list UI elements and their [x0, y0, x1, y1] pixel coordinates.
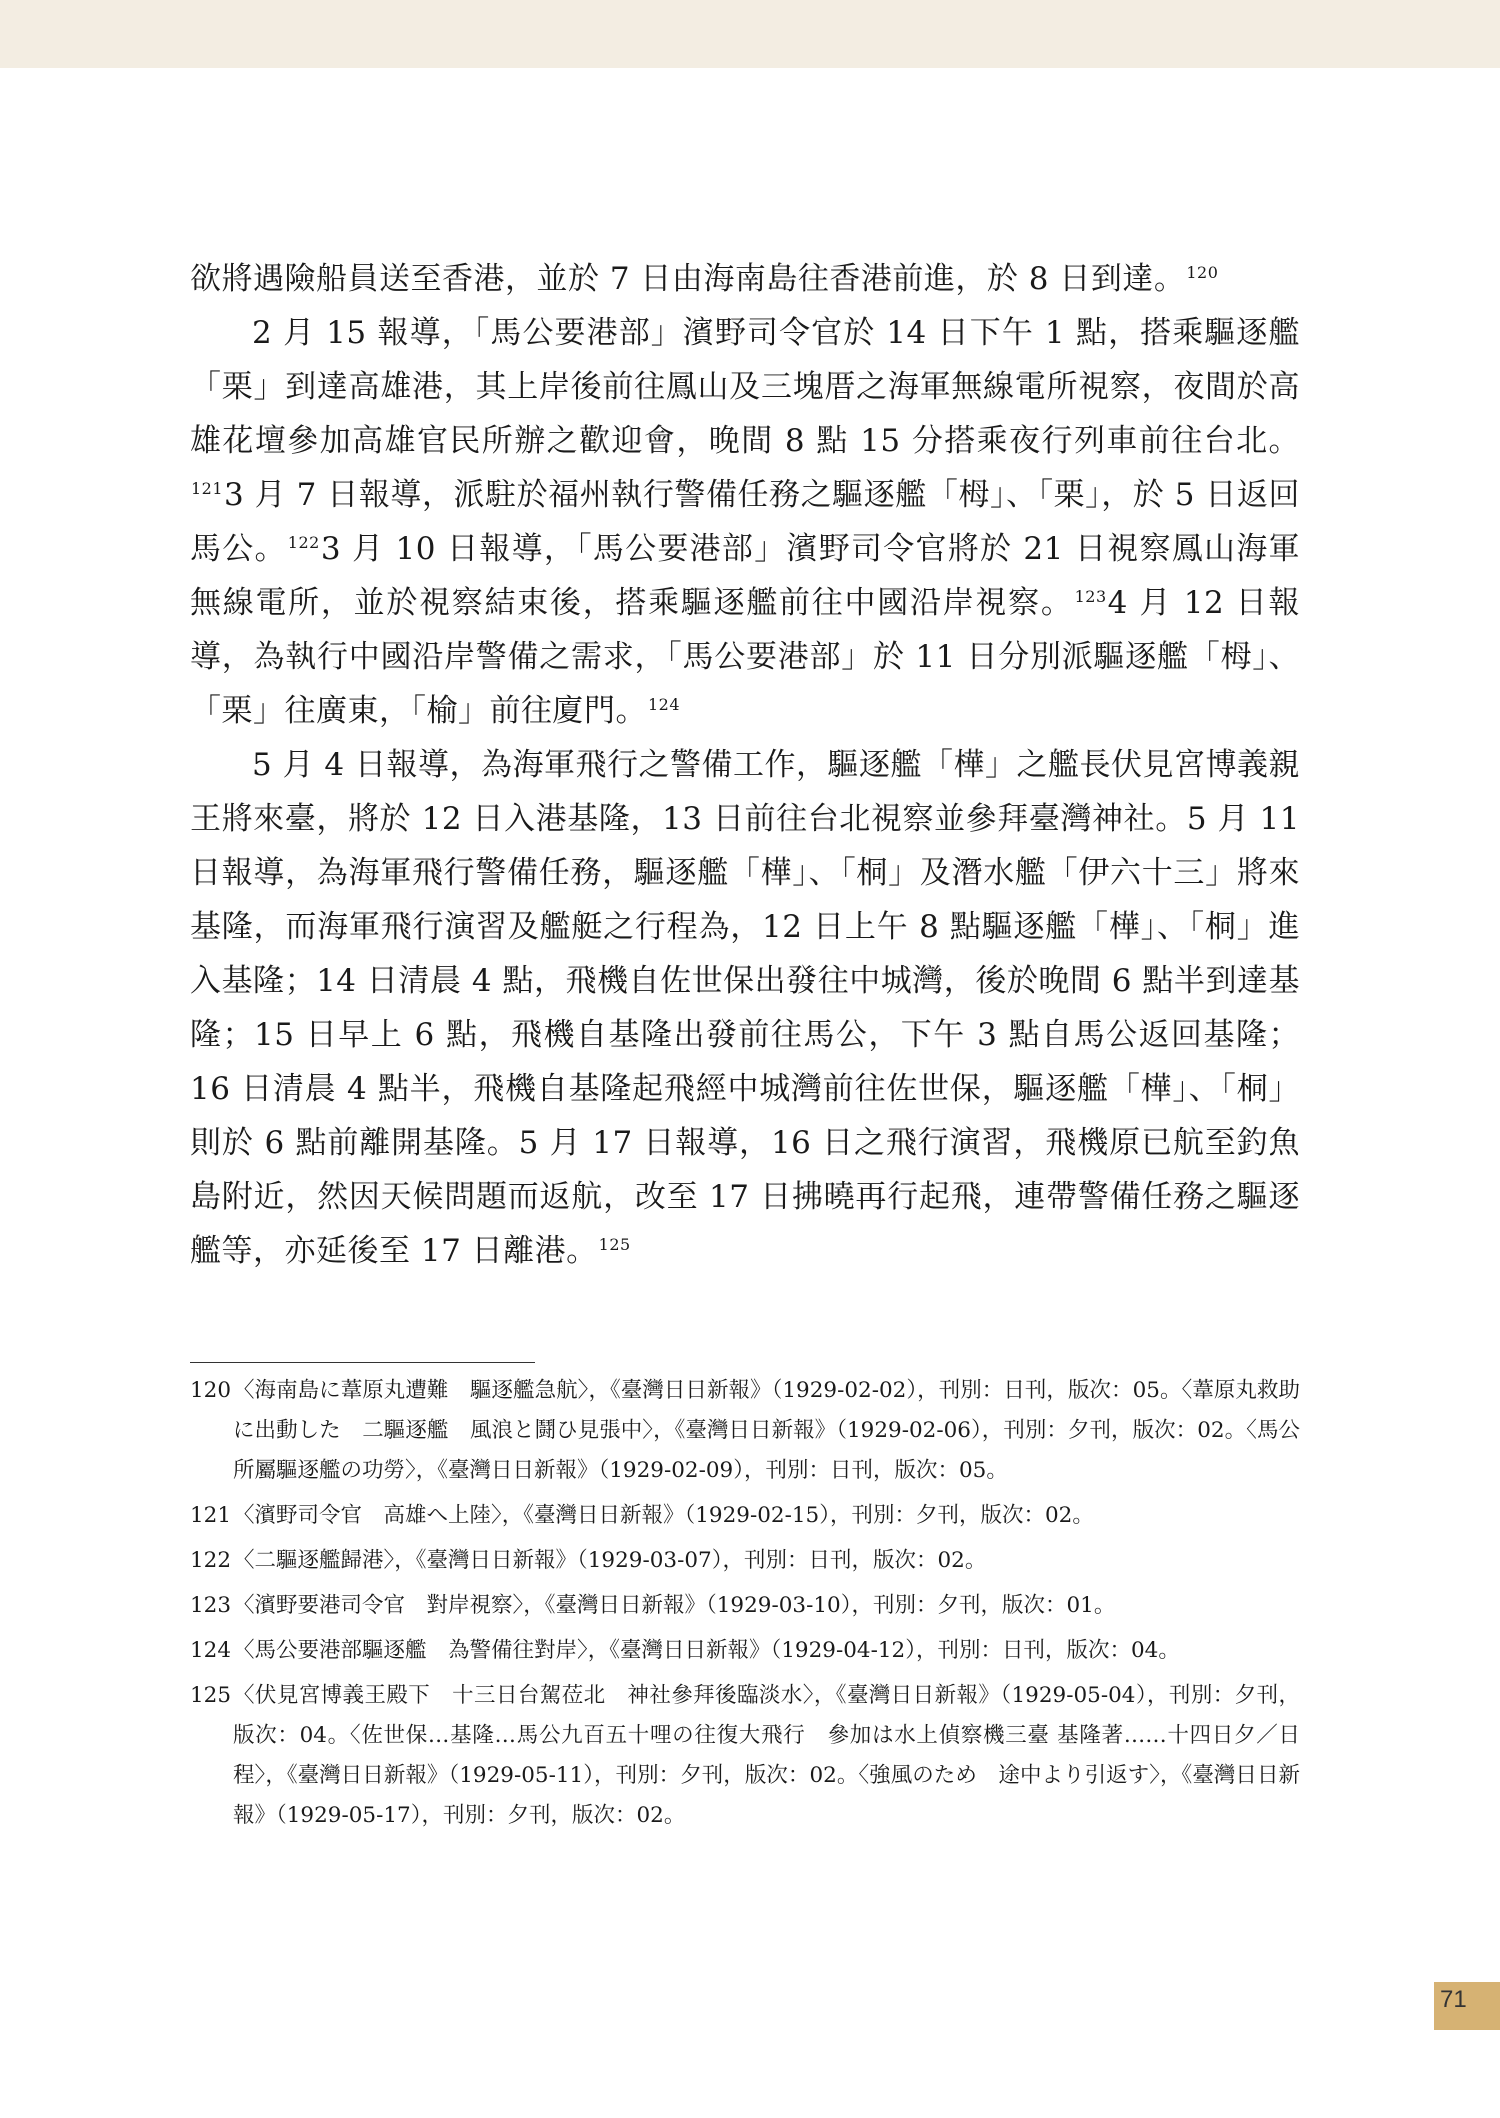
footnote-ref-120[interactable]: 120	[1186, 263, 1219, 282]
footnote-122	[190, 1541, 1300, 1581]
footnote-number: 123	[190, 1593, 232, 1618]
footnote-ref-122[interactable]: 122	[287, 533, 320, 552]
footnote-ref-124[interactable]: 124	[648, 695, 681, 714]
footnote-divider	[190, 1362, 535, 1363]
footnote-text: 〈濱野司令官 高雄へ上陸〉，《臺灣日日新報》（1929-02-15），刊別：夕刊，版次：02。	[233, 1503, 1094, 1528]
paragraph-text: 2 月 15 報導，「馬公要港部」濱野司令官於 14 日下午 1 點，搭乘驅逐艦「栗」到達高雄港，其上岸後前往鳳山及三塊厝之海軍無線電所視察，夜間於高雄花壇參加高雄官民所辦之歡迎會，晚間 8 點 15 分搭乘夜行列車前往台北。	[190, 315, 1300, 459]
footnotes	[190, 1371, 1300, 1841]
footnote-number: 120	[190, 1378, 232, 1403]
footnote-121	[190, 1496, 1300, 1536]
footnote-123	[190, 1586, 1300, 1626]
page-number: 71	[1440, 1986, 1467, 2013]
footnote-number: 121	[190, 1503, 232, 1528]
footnote-ref-125[interactable]: 125	[598, 1235, 631, 1254]
footnote-text: 〈濱野要港司令官 對岸視察〉，《臺灣日日新報》（1929-03-10），刊別：夕刊，版次：01。	[233, 1593, 1116, 1618]
footnote-text: 〈馬公要港部驅逐艦 為警備往對岸〉，《臺灣日日新報》（1929-04-12），刊別：日刊，版次：04。	[233, 1638, 1180, 1663]
footnote-124	[190, 1631, 1300, 1671]
footnote-number: 125	[190, 1683, 232, 1708]
footnote-text: 〈二驅逐艦歸港〉，《臺灣日日新報》（1929-03-07），刊別：日刊，版次：02。	[233, 1548, 987, 1573]
paragraph-text: 3 月 10 日報導，「馬公要港部」濱野司令官將於 21 日視察鳳山海軍無線電所，並於視察結束後，搭乘驅逐艦前往中國沿岸視察。	[190, 531, 1300, 621]
top-margin-band	[0, 0, 1500, 68]
footnote-text: 〈伏見宮博義王殿下 十三日台駕莅北 神社參拜後臨淡水〉，《臺灣日日新報》（1929-05-04），刊別：夕刊，版次：04。〈佐世保…基隆…馬公九百五十哩の往復大飛行 參加は水上偵察機三臺 基隆著……十四日夕／日程〉，《臺灣日日新報》（1929-05-11），刊別：夕刊，版次：02。〈強風のため 途中より引返す〉，《臺灣日日新報》（1929-05-17），刊別：夕刊，版次：02。	[233, 1683, 1300, 1828]
paragraph-1	[190, 252, 1300, 306]
paragraph-text: 3 月 7 日報導，派駐於福州執行警備任務之驅逐艦「栂」、「栗」，於 5 日返回馬公。	[190, 477, 1300, 567]
footnote-number: 124	[190, 1638, 232, 1663]
footnote-ref-123[interactable]: 123	[1074, 587, 1107, 606]
paragraph-2	[190, 306, 1300, 738]
paragraph-text: 5 月 4 日報導，為海軍飛行之警備工作，驅逐艦「樺」之艦長伏見宮博義親王將來臺，將於 12 日入港基隆，13 日前往台北視察並參拜臺灣神社。5 月 11 日報導，為海軍飛行警備任務，驅逐艦「樺」、「桐」及潛水艦「伊六十三」將來基隆，而海軍飛行演習及艦艇之行程為，12 日上午 8 點驅逐艦「樺」、「桐」進入基隆；14 日清晨 4 點，飛機自佐世保出發往中城灣，後於晚間 6 點半到達基隆；15 日早上 6 點，飛機自基隆出發前往馬公，下午 3 點自馬公返回基隆；16 日清晨 4 點半，飛機自基隆起飛經中城灣前往佐世保，驅逐艦「樺」、「桐」則於 6 點前離開基隆。5 月 17 日報導，16 日之飛行演習，飛機原已航至釣魚島附近，然因天候問題而返航，改至 17 日拂曉再行起飛，連帶警備任務之驅逐艦等，亦延後至 17 日離港。	[190, 747, 1301, 1269]
paragraph-text: 欲將遇險船員送至香港，並於 7 日由海南島往香港前進，於 8 日到達。	[190, 261, 1186, 297]
footnote-number: 122	[190, 1548, 232, 1573]
footnote-ref-121[interactable]: 121	[191, 479, 224, 498]
footnote-120	[190, 1371, 1300, 1491]
paragraph-3	[190, 738, 1300, 1278]
paragraph-text: 4 月 12 日報導，為執行中國沿岸警備之需求，「馬公要港部」於 11 日分別派驅逐艦「栂」、「栗」往廣東，「榆」前往廈門。	[190, 585, 1300, 729]
footnote-125	[190, 1676, 1300, 1836]
main-text	[190, 252, 1300, 1278]
footnote-text: 〈海南島に葦原丸遭難 驅逐艦急航〉，《臺灣日日新報》（1929-02-02），刊別：日刊，版次：05。〈葦原丸救助に出動した 二驅逐艦 風浪と鬪ひ見張中〉，《臺灣日日新報》（1929-02-06），刊別：夕刊，版次：02。〈馬公所屬驅逐艦の功勞〉，《臺灣日日新報》（1929-02-09），刊別：日刊，版次：05。	[233, 1378, 1300, 1483]
